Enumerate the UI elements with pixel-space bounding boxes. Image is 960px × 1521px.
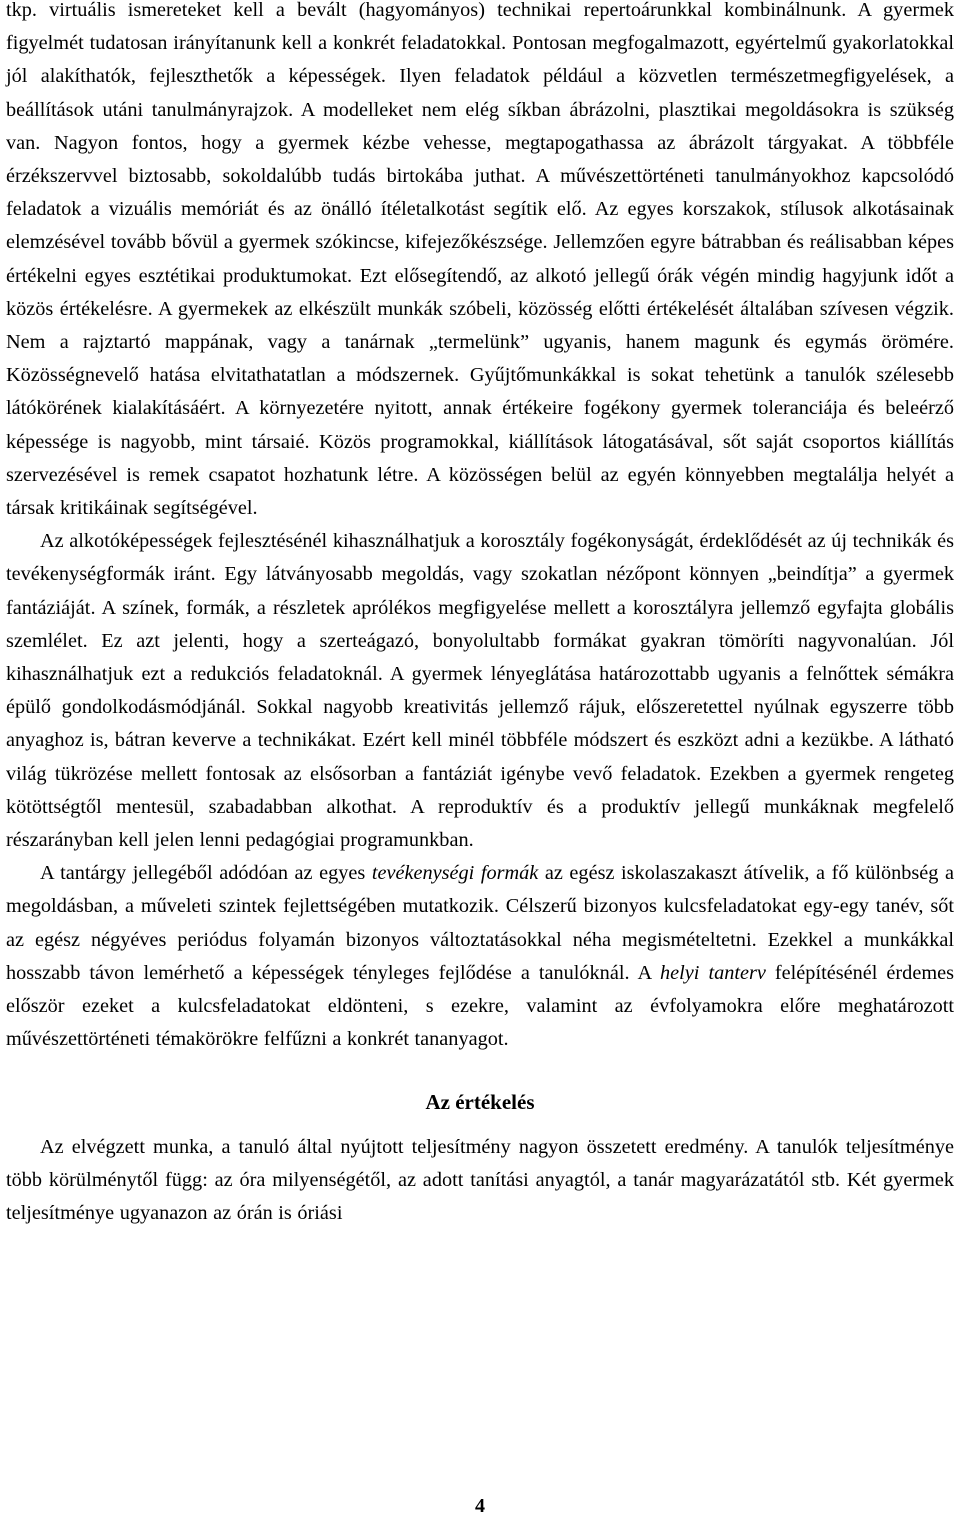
body-paragraph-with-emphasis [6,857,954,1056]
document-page [6,0,954,1230]
text-run: A tantárgy jellegéből adódóan az egyes [40,862,372,885]
body-paragraph: tkp. virtuális ismereteket kell a bevált (hagyományos) technikai repertoárunkkal kombinálnunk. A gyermek figyelmét tudatosan irányítanunk kell a konkrét feladatokkal. Pontosan megfogalmazott, egyértelmű gyakorlatokkal jól alakíthatók, fejleszthetők a képességek. Ilyen feladatok például a közvetlen természetmegfigyelések, a beállítások utáni tanulmányrajzok. A modelleket nem elég síkban ábrázolni, plasztikai megoldásokra is szükség van. Nagyon fontos, hogy a gyermek kézbe vehesse, megtapogathassa az ábrázolt tárgyakat. A többféle érzékszervvel biztosabb, sokoldalúbb tudás birtokába juthat. A művészettörténeti tanulmányokhoz kapcsolódó feladatok a vizuális memóriát és az önálló ítéletalkotást segítik elő. Az egyes korszakok, stílusok alkotásainak elemzésével tovább bővül a gyermek szókincse, kifejezőkészsége. Jellemzően egyre bátrabban és reálisabban képes értékelni egyes esztétikai produktumokat. Ezt elősegítendő, az alkotó jellegű órák végén mindig hagyjunk időt a közös értékelésre. A gyermekek az elkészült munkák szóbeli, közösség előtti értékelését általában szívesen végzik. Nem a rajztartó mappának, vagy a tanárnak „termelünk” ugyanis, hanem magunk és egymás örömére. Közösségnevelő hatása elvitathatatlan a módszernek. Gyűjtőmunkákkal is sokat tehetünk a tanulók szélesebb látókörének kialakításáért. A környezetére nyitott, annak értékeire fogékony gyermek toleranciája és beleérző képessége is nagyobb, mint társaié. Közös programokkal, kiállítások látogatásával, sőt saját csoportos kiállítás szervezésével is remek csapatot hozhatunk létre. A közösségen belül az egyén könnyebben megtalálja helyét a társak kritikáinak segítségével. [6,0,954,520]
emphasis-text: helyi tanterv [660,961,766,984]
page-number: 4 [475,1495,485,1517]
body-paragraph: Az elvégzett munka, a tanuló által nyújtott teljesítmény nagyon összetett eredmény. A tanulók teljesítménye több körülménytől függ: az óra milyenségétől, az adott tanítási anyagtól, a tanár magyarázatától stb. Két gyermek teljesítménye ugyanazon az órán is óriási [6,1135,954,1224]
emphasis-text: tevékenységi formák [371,862,539,885]
text-run: felépítésénél érdemes először ezeket a kulcsfeladatokat eldönteni, s ezekre, valamint az évfolyamokra előre meghatározott művészettörténeti témakörökre felfűzni a konkrét tananyagot. [6,961,954,1051]
text-run: az egész iskolaszakaszt átívelik, a fő különbség a megoldásban, a műveleti szintek fejlettségében mutatkozik. Célszerű bizonyos kulcsfeladatokat egy-egy tanév, sőt az egész négyéves periódus folyamán bizonyos változtatásokkal néha megismételtetni. Ezekkel a munkákkal hosszabb távon lemérhető a képességek tényleges fejlődése a tanulóknál. A [6,862,955,984]
body-paragraph: Az alkotóképességek fejlesztésénél kihasználhatjuk a korosztály fogékonyságát, érdeklődését az új technikák és tevékenységformák iránt. Egy látványosabb megoldás, vagy szokatlan nézőpont könnyen „beindítja” a gyermek fantáziáját. A színek, formák, a részletek aprólékos megfigyelése mellett a korosztályra jellemző egyfajta globális szemlélet. Ez azt jelenti, hogy a szerteágazó, bonyolultabb formákat gyakran tömöríti nagyvonalúan. Jól kihasználhatjuk ezt a redukciós feladatoknál. A gyermek lényeglátása határozottabb ugyanis a felnőttek sémákra épülő gondolkodásmódjánál. Sokkal nagyobb kreativitás jellemző rájuk, előszeretettel nyúlnak egyszerre több anyaghoz is, bátran keverve a technikákat. Ezért kell minél többféle módszert és eszközt adni a kezükbe. A látható világ tükrözése mellett fontosak az elsősorban a fantáziát igénybe vevő feladatok. Ezekben a gyermek rengeteg kötöttségtől mentesül, szabadabban alkothat. A reproduktív és a produktív jellegű munkáknak megfelelő részarányban kell jelen lenni pedagógiai programunkban. [6,530,954,852]
section-heading: Az értékelés [425,1089,535,1114]
